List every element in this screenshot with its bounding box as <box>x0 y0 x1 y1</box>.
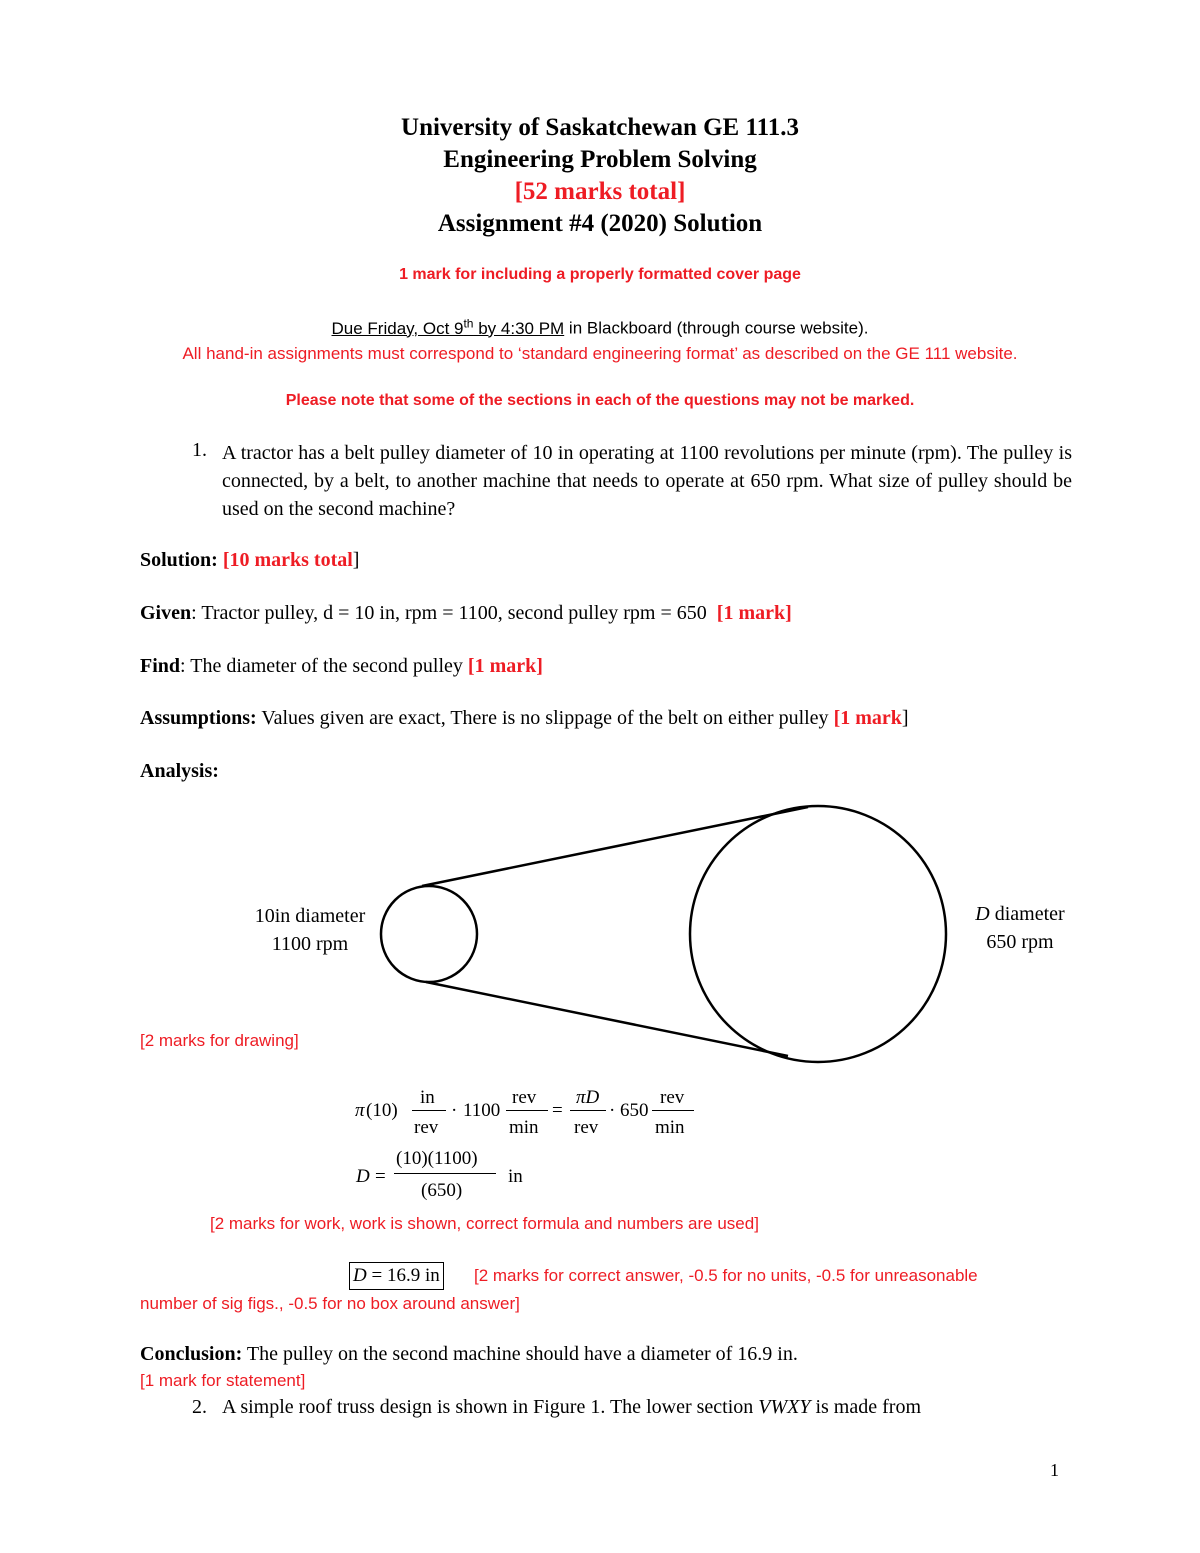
large-pulley-label: D diameter 650 rpm <box>975 903 1065 953</box>
document-page: University of Saskatchewan GE 111.3 Engineering Problem Solving [52 marks total] Assignment #4 (2020) Solution 1 mark for including a properly formatted cover page Due Friday, Oct 9th by 4:30 PM in Blackboard (through course website). All hand-in assignments must correspond to ‘standard engineering format’ as described on the GE 111 website. Please note that some of the sections in each of the questions may not be marked. 1. A tractor has a belt pulley diameter of 10 in operating at 1100 revolutions per minute (rpm). The pulley is connected, by a belt, to another machine that needs to operate at 650 rpm. What size of pulley should be used on the second machine? Solution: [10 marks total] Given: Tractor pulley, d = 10 in, rpm = 1100, second pulley rpm = 650 [1 mark] Find: The diameter of the second pulley [1 mark] Assumptions: Values given are exact, There is no slippage of the belt on either pulley [1 mark] Analysis: 10in diameter 1100 rpm D diameter 650 rpm [2 marks for drawing] π (10) in rev · 1100 rev min = πD rev · 650 rev min D = (10)(1100) (650) in [2 marks for work, work is shown, correct formula and numbers are used] D = 16.9 in [2 marks for correct answer, -0.5 for no units, -0.5 for unreasonable number of sig figs., -0.5 for no box around answer] Conclusion: The pulley on the second machine should have a diameter of 16.9 in. [1 mark for statement] 2. A simple roof truss design is shown in Figure 1. The lower section VWXY is made from 1 <box>0 0 1200 1553</box>
question-1-number: 1. <box>192 439 207 461</box>
course-subtitle: Engineering Problem Solving <box>443 146 757 173</box>
answer-marks-line2: number of sig figs., -0.5 for no box around answer] <box>140 1294 520 1313</box>
question-1-text: A tractor has a belt pulley diameter of 10 in operating at 1100 revolutions per minute (rpm). The pulley is connected, by a belt, to another machine that needs to operate at 650 rpm. What size of pulley should be used on the second machine? <box>222 442 1072 520</box>
format-note: All hand-in assignments must correspond to ‘standard engineering format’ as described on the GE 111 website. <box>182 344 1018 363</box>
question-2-number: 2. <box>192 1396 207 1418</box>
given-line: Given: Tractor pulley, d = 10 in, rpm = 1100, second pulley rpm = 650 [1 mark] <box>140 602 792 624</box>
question-2-text: A simple roof truss design is shown in Figure 1. The lower section VWXY is made from <box>222 1396 921 1418</box>
find-line: Find: The diameter of the second pulley [1 mark] <box>140 655 543 677</box>
answer-marks-line1: [2 marks for correct answer, -0.5 for no units, -0.5 for unreasonable <box>474 1266 978 1285</box>
pulley-diagram <box>370 800 970 1070</box>
total-marks: [52 marks total] <box>514 178 686 205</box>
belt-lower <box>426 982 788 1056</box>
due-location: in Blackboard (through course website). <box>564 318 869 338</box>
work-marks: [2 marks for work, work is shown, correct formula and numbers are used] <box>210 1214 759 1233</box>
small-pulley <box>381 886 477 982</box>
page-number: 1 <box>1050 1460 1059 1480</box>
drawing-marks: [2 marks for drawing] <box>140 1031 299 1050</box>
belt-upper <box>422 807 808 886</box>
due-line <box>0 316 1200 339</box>
small-pulley-label: 10in diameter 1100 rpm <box>254 905 366 955</box>
marking-note: Please note that some of the sections in each of the questions may not be marked. <box>285 392 915 409</box>
conclusion-marks: [1 mark for statement] <box>140 1371 306 1390</box>
final-answer-box: D = 16.9 in <box>349 1262 444 1290</box>
due-date: Due Friday, Oct 9th by 4:30 PM <box>331 316 565 338</box>
solution-heading: Solution: [10 marks total] <box>140 549 360 571</box>
cover-page-note: 1 mark for including a properly formatted cover page <box>399 266 801 283</box>
large-pulley <box>690 806 946 1062</box>
assignment-title: Assignment #4 (2020) Solution <box>437 210 763 237</box>
analysis-heading: Analysis: <box>140 760 219 782</box>
course-title: University of Saskatchewan GE 111.3 <box>401 114 799 141</box>
conclusion-line: Conclusion: The pulley on the second machine should have a diameter of 16.9 in. <box>140 1343 798 1365</box>
assumptions-line: Assumptions: Values given are exact, There is no slippage of the belt on either pulley [1 mark] <box>140 707 909 729</box>
